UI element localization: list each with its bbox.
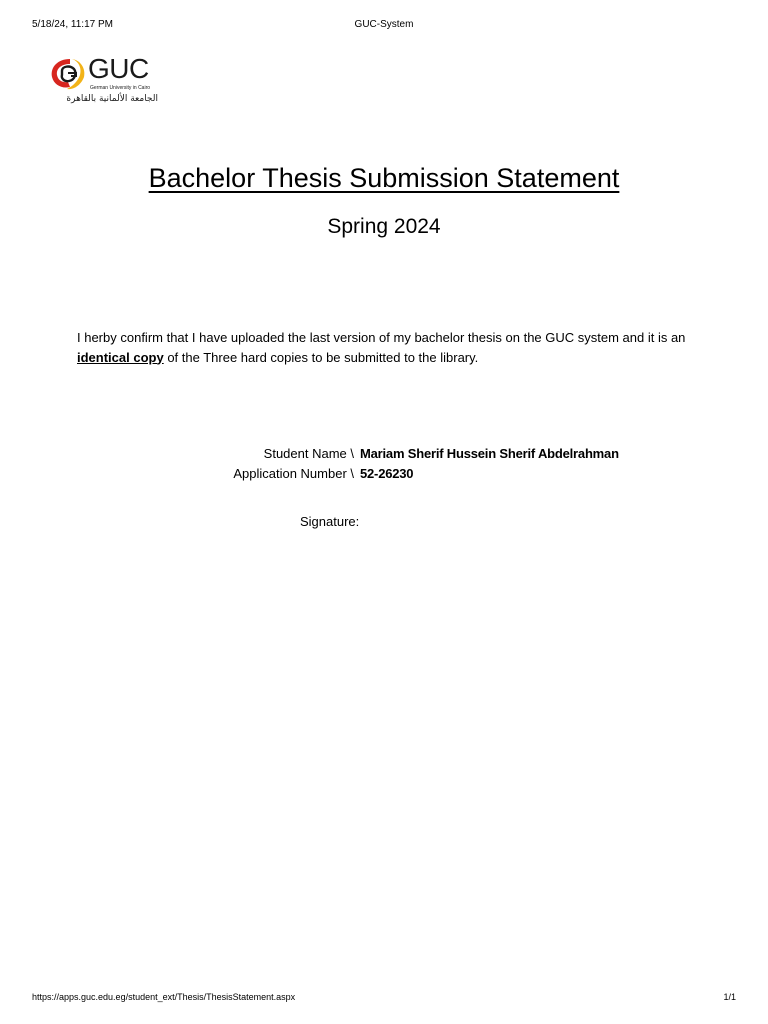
print-page-title: GUC-System [354,19,414,30]
student-name-label: Student Name \ [263,446,354,461]
statement-emphasis: identical copy [77,349,164,365]
statement-text-part2: of the Three hard copies to be submitted to the library. [163,349,479,365]
guc-emblem-icon [48,53,88,95]
signature-label: Signature: [300,514,360,529]
print-header [32,19,736,33]
application-number-value: 52-26230 [360,466,414,481]
confirmation-statement [77,328,697,367]
print-page-count: 1/1 [723,992,736,1002]
print-footer [32,992,736,1004]
application-number-label: Application Number \ [233,466,354,481]
application-number-row [0,466,768,486]
student-name-row [0,446,768,466]
print-datetime: 5/18/24, 11:17 PM [32,19,113,30]
logo-arabic-name: الجامعة الألمانية بالقاهرة [66,94,158,104]
guc-logo [48,53,160,107]
document-term: Spring 2024 [327,215,441,238]
print-url: https://apps.guc.edu.eg/student_ext/Thesis/ThesisStatement.aspx [32,992,296,1002]
student-name-value: Mariam Sherif Hussein Sherif Abdelrahman [360,446,619,461]
statement-text-part1: I herby confirm that I have uploaded the last version of my bachelor thesis on the GUC system and it is an [77,330,686,345]
logo-wordmark: GUC [88,53,149,84]
document-title: Bachelor Thesis Submission Statement [148,163,620,193]
logo-subtitle: German University in Cairo [90,85,151,91]
